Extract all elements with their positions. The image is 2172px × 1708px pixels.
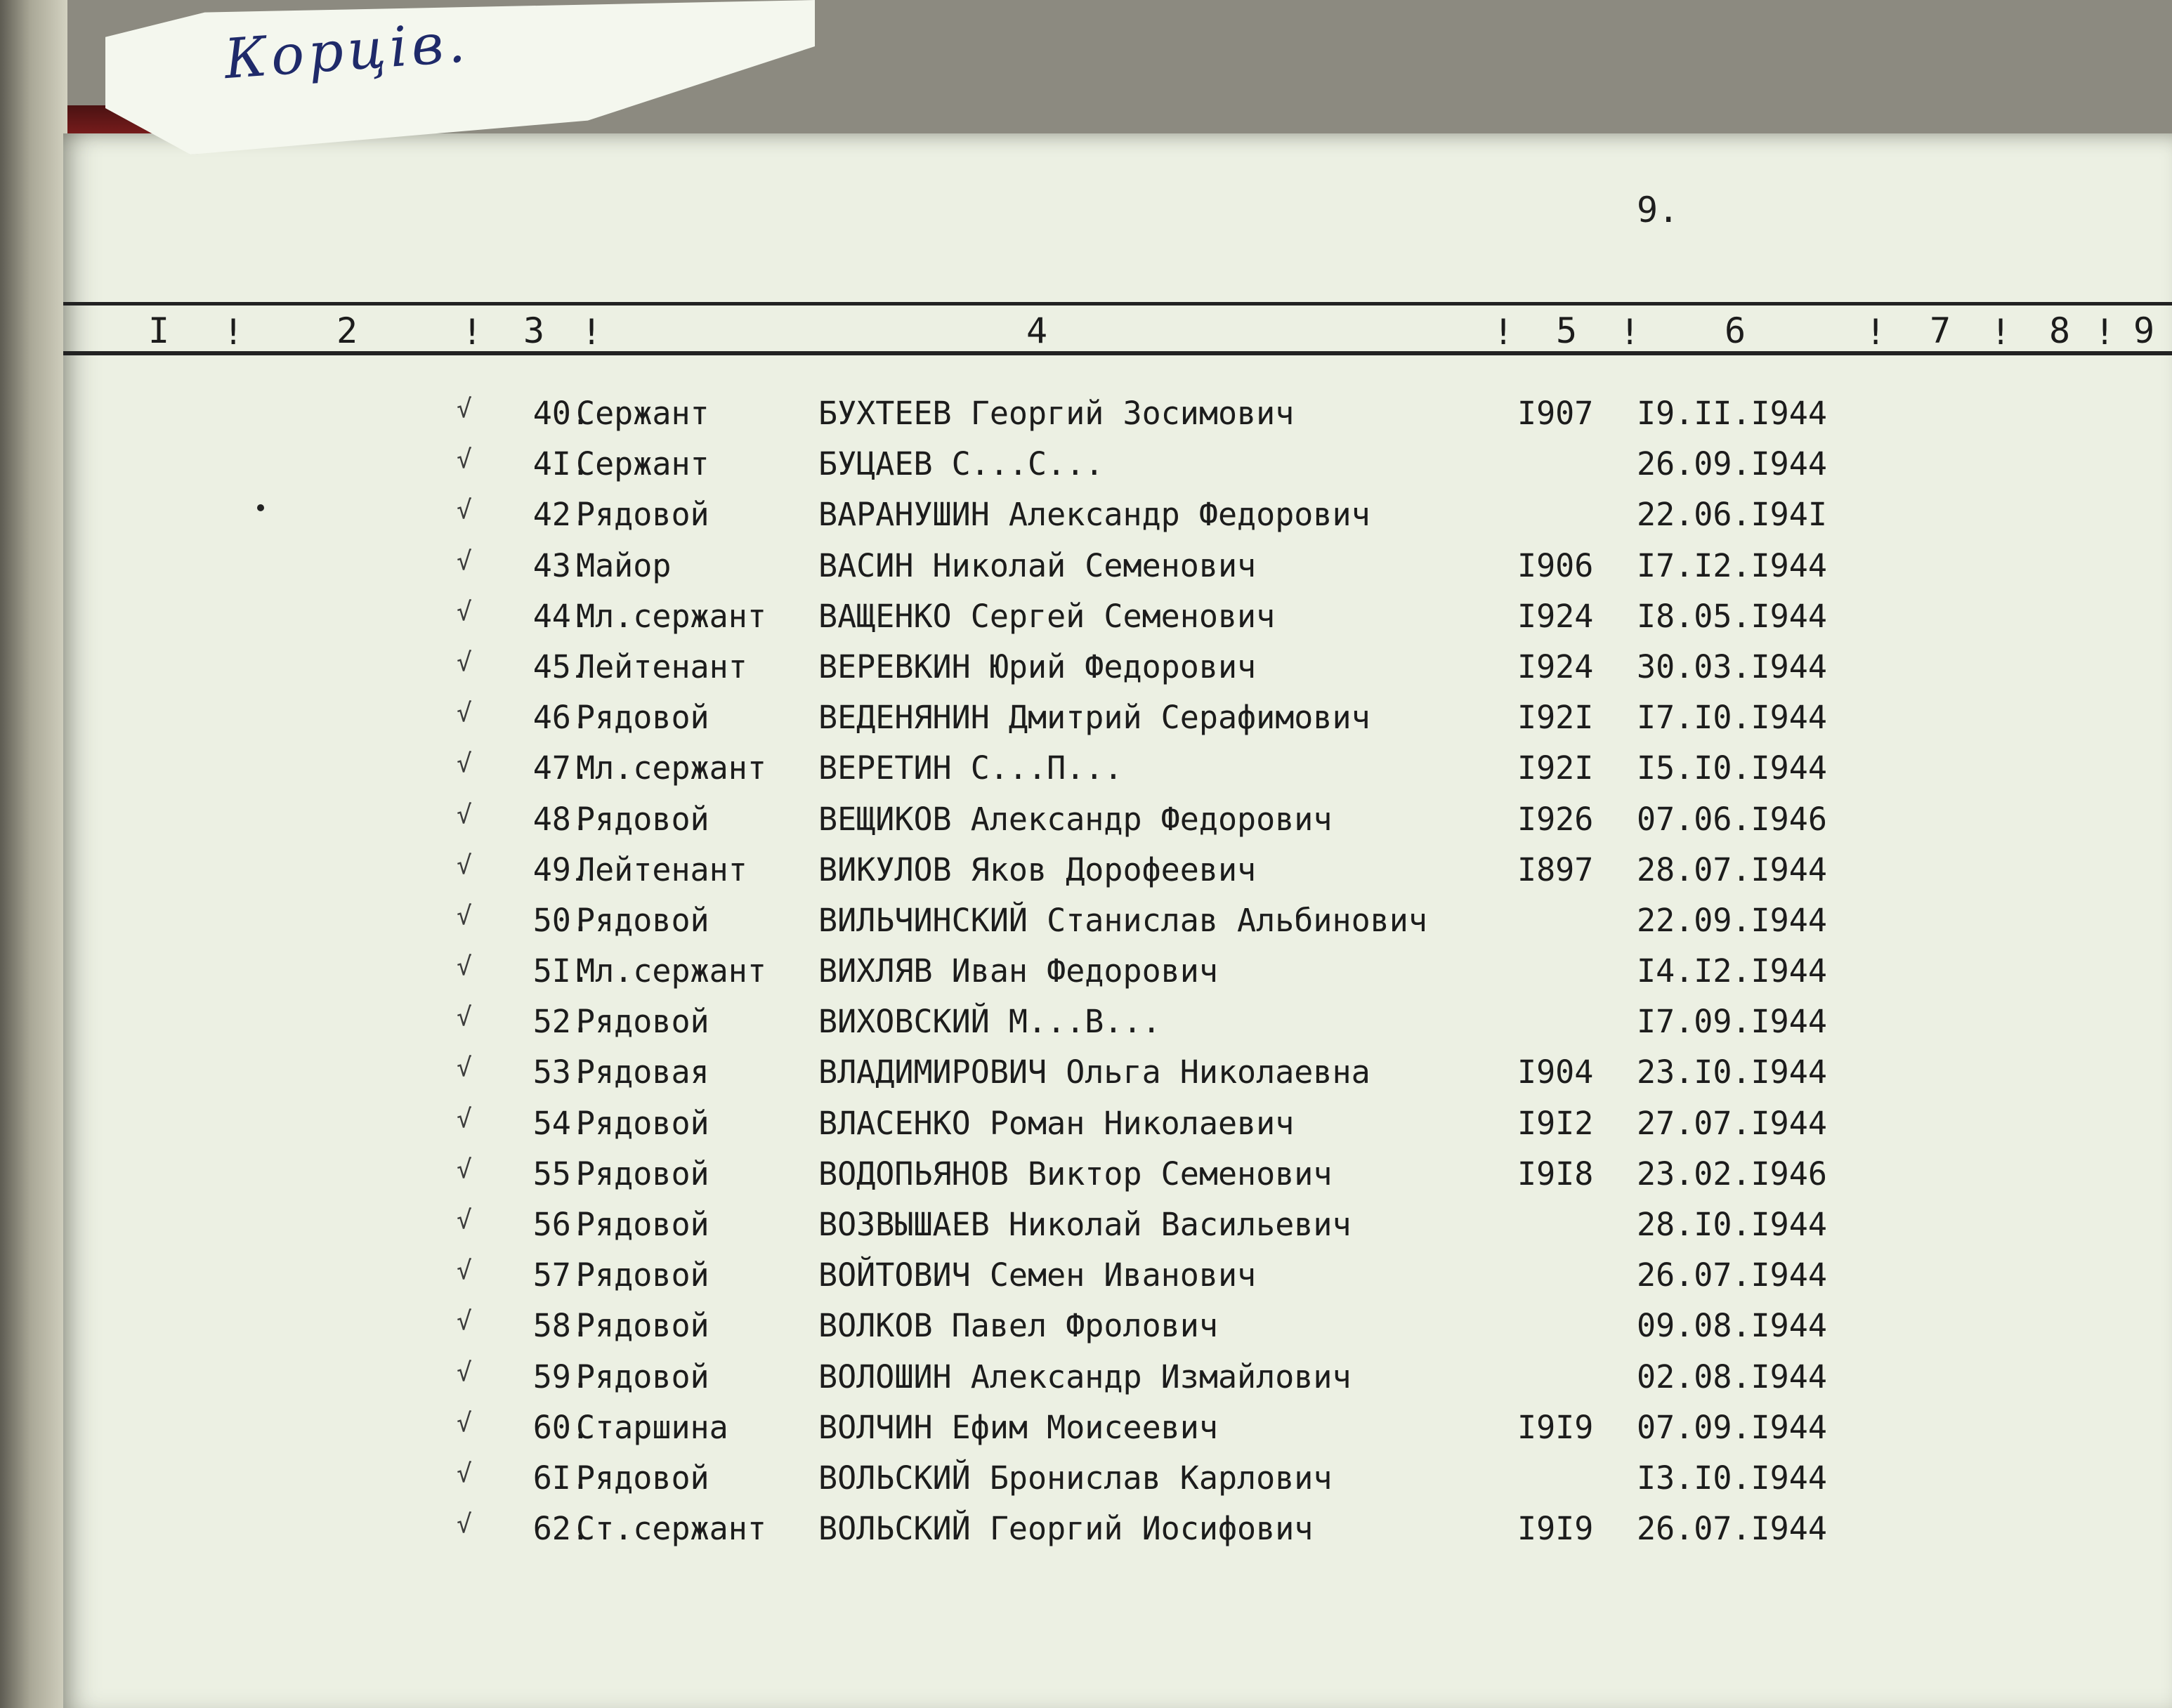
rank-cell: Рядовой (576, 496, 709, 534)
column-separator: ! (1989, 312, 2012, 353)
row-number: 58. (532, 1307, 590, 1345)
header-rule-bottom (63, 351, 2172, 355)
check-mark-icon: √ (457, 445, 472, 475)
birth-year-cell: I907 (1517, 395, 1594, 432)
rank-cell: Рядовой (576, 1358, 709, 1395)
row-number: 44. (532, 597, 590, 635)
check-mark-icon: √ (457, 1053, 472, 1083)
name-cell: ВИХОВСКИЙ М...В... (818, 1003, 1161, 1041)
birth-year-cell: I897 (1517, 850, 1594, 888)
date-cell: I7.I0.I944 (1637, 699, 1827, 737)
date-cell: 28.I0.I944 (1637, 1206, 1827, 1243)
name-cell: ВЕРЕТИН С...П... (818, 749, 1123, 787)
date-cell: 23.02.I946 (1637, 1155, 1827, 1193)
check-mark-icon: √ (457, 699, 472, 728)
name-cell: ВЛАДИМИРОВИЧ Ольга Николаевна (818, 1053, 1370, 1091)
name-cell: ВОЗВЫШАЕВ Николай Васильевич (818, 1206, 1352, 1243)
row-number: 50. (532, 901, 590, 939)
name-cell: ВЕРЕВКИН Юрий Федорович (818, 648, 1257, 685)
name-cell: БУХТЕЕВ Георгий Зосимович (818, 395, 1295, 432)
check-mark-icon: √ (457, 1256, 472, 1286)
row-number: 53. (532, 1053, 590, 1091)
date-cell: 02.08.I944 (1637, 1358, 1827, 1395)
check-mark-icon: √ (457, 395, 472, 423)
row-number: 45. (532, 648, 590, 685)
birth-year-cell: I924 (1517, 648, 1594, 685)
column-header-7: 7 (1929, 310, 1951, 351)
rank-cell: Рядовой (576, 1307, 709, 1345)
records-table (0, 395, 2172, 1561)
rank-cell: Мл.сержант (576, 597, 766, 635)
header-rule-top (63, 302, 2172, 306)
column-separator: ! (1618, 312, 1641, 353)
rank-cell: Мл.сержант (576, 952, 766, 990)
rank-cell: Сержант (576, 395, 709, 432)
row-number: 5I. (532, 952, 590, 990)
table-row (0, 851, 2172, 902)
row-number: 49. (532, 850, 590, 888)
column-separator: ! (1864, 312, 1887, 353)
name-cell: ВОЛОШИН Александр Измайлович (818, 1358, 1352, 1395)
table-row (0, 547, 2172, 598)
name-cell: ВОЛЧИН Ефим Моисеевич (818, 1408, 1218, 1446)
table-row (0, 699, 2172, 749)
date-cell: I7.09.I944 (1637, 1003, 1827, 1041)
name-cell: БУЦАЕВ С...С... (818, 445, 1104, 483)
check-mark-icon: √ (457, 496, 472, 525)
row-number: 62. (532, 1510, 590, 1548)
table-row (0, 496, 2172, 546)
birth-year-cell: I9I9 (1517, 1408, 1594, 1446)
name-cell: ВАЩЕНКО Сергей Семенович (818, 597, 1276, 635)
table-row (0, 598, 2172, 648)
date-cell: 30.03.I944 (1637, 648, 1827, 685)
check-mark-icon: √ (457, 546, 472, 576)
column-header-6: 6 (1724, 310, 1746, 351)
birth-year-cell: I92I (1517, 699, 1594, 737)
birth-year-cell: I9I8 (1517, 1155, 1594, 1193)
row-number: 42. (532, 496, 590, 534)
name-cell: ВЛАСЕНКО Роман Николаевич (818, 1104, 1295, 1142)
column-separator: ! (461, 312, 483, 353)
column-separator: ! (2093, 312, 2116, 353)
date-cell: 23.I0.I944 (1637, 1053, 1827, 1091)
name-cell: ВОЛКОВ Павел Фролович (818, 1307, 1218, 1345)
name-cell: ВЕЩИКОВ Александр Федорович (818, 800, 1333, 838)
date-cell: 26.09.I944 (1637, 445, 1827, 483)
rank-cell: Старшина (576, 1408, 728, 1446)
rank-cell: Рядовой (576, 1003, 709, 1041)
table-row (0, 1307, 2172, 1358)
check-mark-icon: √ (457, 1408, 472, 1438)
check-mark-icon: √ (457, 952, 472, 982)
row-number: 6I. (532, 1459, 590, 1497)
rank-cell: Рядовой (576, 699, 709, 737)
rank-cell: Майор (576, 546, 672, 584)
column-separator: ! (222, 312, 244, 353)
table-row (0, 1003, 2172, 1053)
check-mark-icon: √ (457, 850, 472, 880)
column-header-9: 9 (2133, 310, 2155, 351)
rank-cell: Мл.сержант (576, 749, 766, 787)
name-cell: ВИХЛЯВ Иван Федорович (818, 952, 1218, 990)
row-number: 43. (532, 546, 590, 584)
date-cell: I8.05.I944 (1637, 597, 1827, 635)
check-mark-icon: √ (457, 597, 472, 626)
table-row (0, 648, 2172, 699)
rank-cell: Рядовой (576, 1104, 709, 1142)
name-cell: ВИКУЛОВ Яков Дорофеевич (818, 850, 1257, 888)
row-number: 57. (532, 1256, 590, 1294)
row-number: 60. (532, 1408, 590, 1446)
column-header-2: 2 (336, 310, 358, 351)
check-mark-icon: √ (457, 1510, 472, 1539)
name-cell: ВАСИН Николай Семенович (818, 546, 1257, 584)
date-cell: 28.07.I944 (1637, 850, 1827, 888)
table-row (0, 1459, 2172, 1510)
rank-cell: Рядовой (576, 800, 709, 838)
table-row (0, 801, 2172, 851)
date-cell: I9.II.I944 (1637, 395, 1827, 432)
name-cell: ВЕДЕНЯНИН Дмитрий Серафимович (818, 699, 1370, 737)
date-cell: I7.I2.I944 (1637, 546, 1827, 584)
table-row (0, 1206, 2172, 1256)
name-cell: ВОЛЬСКИЙ Бронислав Карлович (818, 1459, 1333, 1497)
row-number: 55. (532, 1155, 590, 1193)
date-cell: I5.I0.I944 (1637, 749, 1827, 787)
row-number: 40. (532, 395, 590, 432)
check-mark-icon: √ (457, 648, 472, 677)
column-header-4: 4 (1026, 310, 1048, 351)
table-row (0, 952, 2172, 1003)
table-row (0, 395, 2172, 445)
column-header-1: I (148, 310, 170, 351)
rank-cell: Рядовой (576, 1459, 709, 1497)
page-number: 9. (1637, 190, 1680, 230)
rank-cell: Рядовой (576, 1256, 709, 1294)
name-cell: ВИЛЬЧИНСКИЙ Станислав Альбинович (818, 901, 1427, 939)
birth-year-cell: I926 (1517, 800, 1594, 838)
birth-year-cell: I92I (1517, 749, 1594, 787)
check-mark-icon: √ (457, 800, 472, 829)
column-separator: ! (580, 312, 603, 353)
birth-year-cell: I9I9 (1517, 1510, 1594, 1548)
name-cell: ВАРАНУШИН Александр Федорович (818, 496, 1370, 534)
row-number: 54. (532, 1104, 590, 1142)
table-row (0, 1510, 2172, 1561)
rank-cell: Ст.сержант (576, 1510, 766, 1548)
table-row (0, 1256, 2172, 1307)
column-separator: ! (1492, 312, 1514, 353)
check-mark-icon: √ (457, 1459, 472, 1488)
check-mark-icon: √ (457, 1155, 472, 1184)
birth-year-cell: I9I2 (1517, 1104, 1594, 1142)
row-number: 52. (532, 1003, 590, 1041)
row-number: 48. (532, 800, 590, 838)
table-row (0, 1105, 2172, 1155)
rank-cell: Рядовой (576, 1155, 709, 1193)
date-cell: 07.06.I946 (1637, 800, 1827, 838)
date-cell: 26.07.I944 (1637, 1256, 1827, 1294)
check-mark-icon: √ (457, 1358, 472, 1387)
birth-year-cell: I906 (1517, 546, 1594, 584)
check-mark-icon: √ (457, 1003, 472, 1032)
table-row (0, 1053, 2172, 1104)
check-mark-icon: √ (457, 901, 472, 931)
rank-cell: Рядовой (576, 1206, 709, 1243)
row-number: 4I. (532, 445, 590, 483)
date-cell: 27.07.I944 (1637, 1104, 1827, 1142)
table-row (0, 1409, 2172, 1459)
row-number: 59. (532, 1358, 590, 1395)
check-mark-icon: √ (457, 1206, 472, 1235)
name-cell: ВОЙТОВИЧ Семен Иванович (818, 1256, 1257, 1294)
rank-cell: Рядовая (576, 1053, 709, 1091)
column-header-3: 3 (523, 310, 545, 351)
name-cell: ВОДОПЬЯНОВ Виктор Семенович (818, 1155, 1333, 1193)
rank-cell: Лейтенант (576, 648, 747, 685)
date-cell: I3.I0.I944 (1637, 1459, 1827, 1497)
check-mark-icon: √ (457, 1307, 472, 1336)
row-number: 47. (532, 749, 590, 787)
rank-cell: Рядовой (576, 901, 709, 939)
birth-year-cell: I904 (1517, 1053, 1594, 1091)
table-row (0, 902, 2172, 952)
name-cell: ВОЛЬСКИЙ Георгий Иосифович (818, 1510, 1314, 1548)
column-header-5: 5 (1555, 310, 1578, 351)
date-cell: I4.I2.I944 (1637, 952, 1827, 990)
date-cell: 07.09.I944 (1637, 1408, 1827, 1446)
check-mark-icon: √ (457, 1104, 472, 1134)
row-number: 56. (532, 1206, 590, 1243)
table-row (0, 1358, 2172, 1409)
rank-cell: Сержант (576, 445, 709, 483)
check-mark-icon: √ (457, 749, 472, 779)
rank-cell: Лейтенант (576, 850, 747, 888)
date-cell: 22.09.I944 (1637, 901, 1827, 939)
date-cell: 22.06.I94I (1637, 496, 1827, 534)
column-header-8: 8 (2048, 310, 2071, 351)
handwritten-note: Корців. (222, 11, 471, 92)
table-row (0, 445, 2172, 496)
birth-year-cell: I924 (1517, 597, 1594, 635)
row-number: 46. (532, 699, 590, 737)
date-cell: 09.08.I944 (1637, 1307, 1827, 1345)
table-row (0, 1155, 2172, 1206)
table-row (0, 749, 2172, 800)
date-cell: 26.07.I944 (1637, 1510, 1827, 1548)
